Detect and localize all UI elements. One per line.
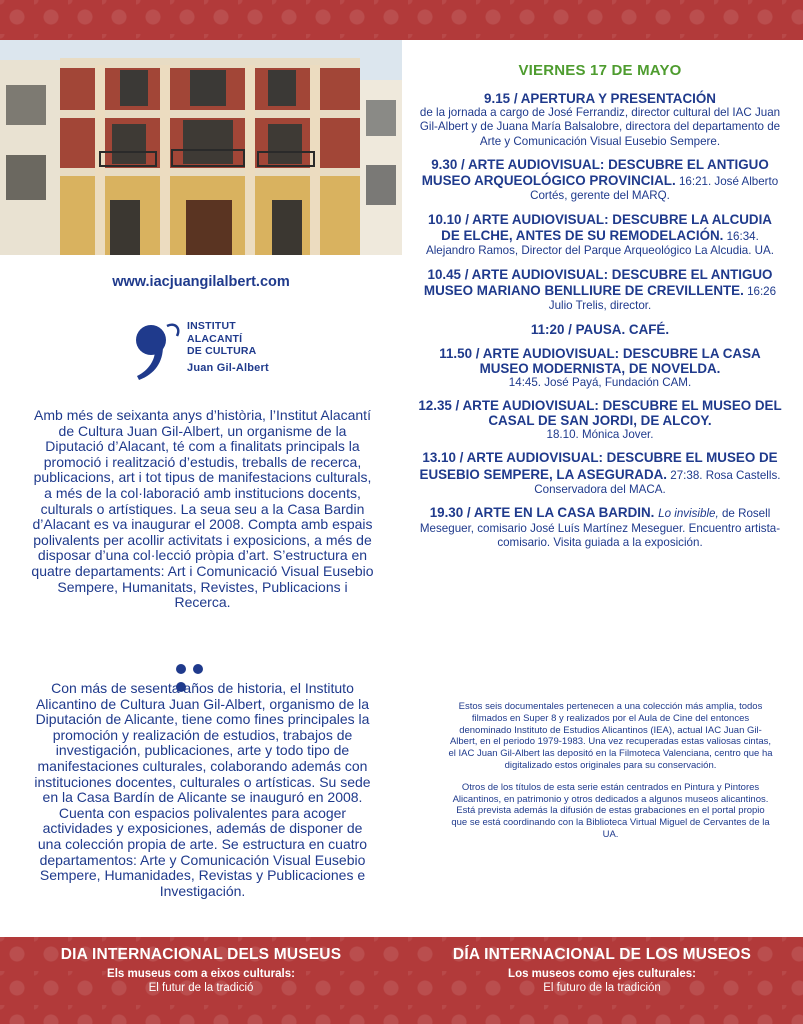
program-item: 11.50 / ARTE AUDIOVISUAL: DESCUBRE LA CASA MUSEO MODERNISTA, DE NOVELDA. 14:45. José Payá, Fundación CAM. (439, 345, 761, 389)
program-item-last: 19.30 / ARTE EN LA CASA BARDIN. Lo invisible, de Rosell Meseguer, comisario José Luís Martínez Meseguer. Encuentro artista-comisario. Visita guiada a la exposición. (419, 505, 781, 549)
program-item: 9.30 / ARTE AUDIOVISUAL: DESCUBRE EL ANTIGUO MUSEO ARQUEOLÓGICO PROVINCIAL. 16:21. José Alberto Cortés, gerente del MARQ. (421, 156, 779, 203)
institution-logo (133, 316, 293, 386)
intro-spanish: Con más de sesenta años de historia, el Instituto Alicantino de Cultura Juan Gil-Albert, organismo de la Diputación de Alicante, tiene como fines principales la promoción y realización de estudios, trabajos de investigación, publicaciones, arte y todo tipo de manifestaciones culturales, colaborando además con instituciones docentes, culturales o artísticas. Su sede en la Casa Bardín de Alicante se inauguró en 2008. Cuenta con espacios polivalentes para acoger actividades y exposiciones, además de disponer de una colección propia de arte. Se estructura en cuatro departamentos: Arte y Comunicación Visual Eusebio Sempere, Humanidades, Revistas y Publicaciones e Investigación. (34, 680, 371, 899)
comma-logo-icon (133, 318, 183, 382)
footer-title: DIA INTERNACIONAL DELS MUSEUS (60, 946, 342, 963)
footnote-paragraph: Otros de los títulos de esta serie están centrados en Pintura y Pintores Alicantinos, en patrimonio y otros dedicados a algunos museos alicantinos. Está prevista además la difusión de estas grabaciones en el portal propio que se está coordinando con la Biblioteca Virtual Miguel de Cervantes de la UA. (451, 781, 770, 840)
footer-title: DÍA INTERNACIONAL DE LOS MUSEOS (452, 946, 752, 963)
logo-line-2: ALACANTÍ (187, 332, 243, 345)
website-link[interactable]: www.iacjuangilalbert.com (112, 274, 290, 290)
logo-line-3: DE CULTURA (187, 345, 257, 357)
building-photo (0, 40, 402, 255)
footnote-paragraph: Estos seis documentales pertenecen a una colección más amplia, todos filmados en Super 8 y realizados por el Aula de Cine del entonces denominado Instituto de Estudios Alicantinos (IEA), actual IAC Juan Gil-Albert, en el periodo 1979-1983. Una vez recuperadas estas valiosas cintas, el IAC Juan Gil-Albert las depositó en la Filmoteca Valenciana, centro que ha digitalizado estos originales para su conservación. (448, 701, 773, 771)
program-item: 13.10 / ARTE AUDIOVISUAL: DESCUBRE EL MUSEO DE EUSEBIO SEMPERE, LA ASEGURADA. 27:38. Rosa Castells. Conservadora del MACA. (419, 450, 781, 497)
logo-signature: Juan Gil-Albert (187, 361, 269, 374)
footnote-block (448, 701, 773, 851)
program-item: 10.10 / ARTE AUDIOVISUAL: DESCUBRE LA ALCUDIA DE ELCHE, ANTES DE SU REMODELACIÓN. 16:34. Alejandro Ramos, Director del Parque Arqueológico La Alcudia. UA. (425, 211, 774, 258)
program-item: 9.15 / APERTURA Y PRESENTACIÓN de la jornada a cargo de José Ferrandiz, director cultural del IAC Juan Gil-Albert y de Juana María Balsalobre, directora del departamento de Arte y Comunicación Visual Eusebio Sempere. (419, 91, 781, 148)
program-day: VIERNES 17 DE MAYO (518, 62, 682, 79)
intro-catalan: Amb més de seixanta anys d’història, l’Institut Alacantí de Cultura Juan Gil-Albert, un organisme de la Diputació d’Alacant, té com a finalitats principals la promoció i realització d’estudis, treballs de recerca, publicacions, art i tot tipus de manifestacions culturals, a més de la col·laboració amb institucions docents, culturals o artístiques. La seua seu a la Casa Bardin d’Alacant es va inaugurar el 2008. Compta amb espais polivalents per acollir activitats i exposicions, a més de disposar d’una col·lecció pròpia d’art. S’estructura en quatre departaments: Art i Comunicació Visual Eusebio Sempere, Humanitats, Revistes, Publicacions i Recerca. (31, 407, 374, 611)
separator-dots (176, 661, 226, 673)
program-item: 10.45 / ARTE AUDIOVISUAL: DESCUBRE EL ANTIGUO MUSEO MARIANO BENLLIURE DE CREVILLENTE. 16:26 Julio Trelis, director. (423, 266, 777, 313)
footer-subtitle: Els museus com a eixos culturals: (107, 968, 295, 980)
footer-catalan (0, 946, 402, 994)
footer-subtitle-2: El futur de la tradició (148, 982, 254, 994)
footer-subtitle: Los museos como ejes culturales: (508, 968, 696, 980)
program-item: 12.35 / ARTE AUDIOVISUAL: DESCUBRE EL MUSEO DEL CASAL DE SAN JORDI, DE ALCOY. 18.10. Mónica Jover. (418, 398, 782, 442)
program-item: 11:20 / PAUSA. CAFÉ. (530, 321, 670, 337)
footer-subtitle-2: El futuro de la tradición (543, 982, 661, 994)
program-column (418, 62, 782, 558)
footer-spanish (401, 946, 803, 994)
top-decorative-band (0, 0, 803, 40)
logo-line-1: INSTITUT (187, 320, 236, 332)
